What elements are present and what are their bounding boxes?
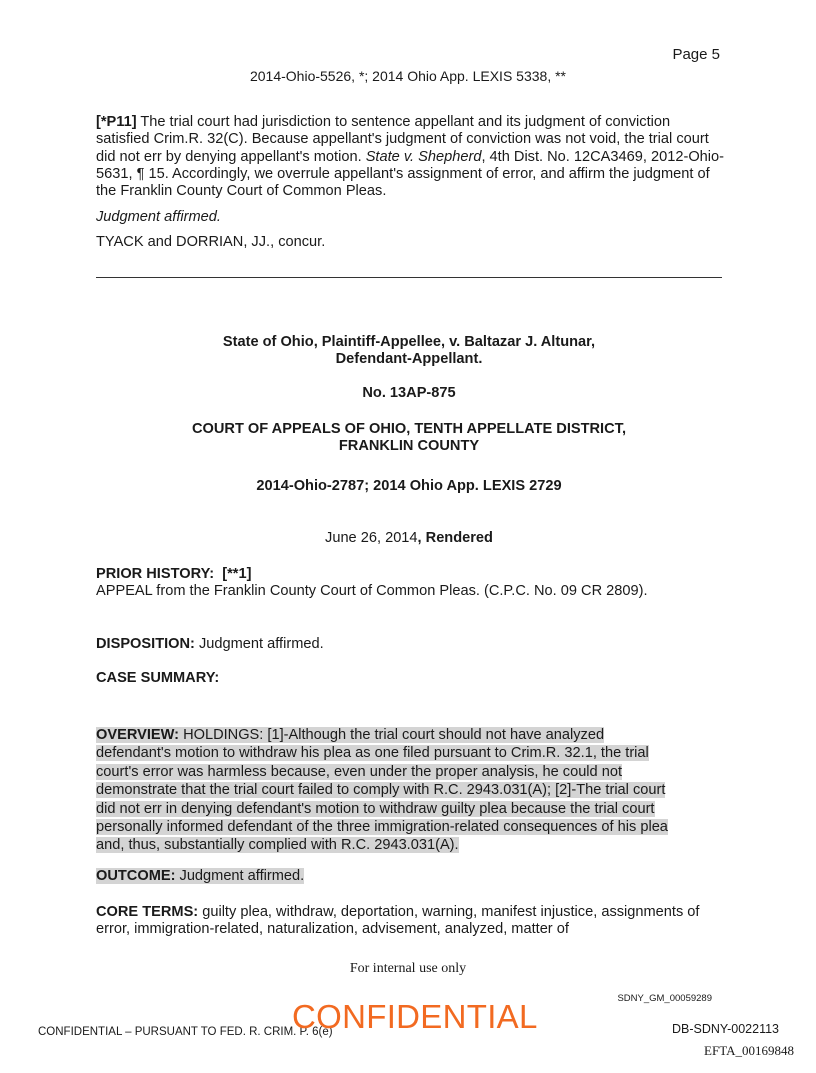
case-citation: 2014-Ohio-2787; 2014 Ohio App. LEXIS 2729 [256,478,562,494]
overview-label: OVERVIEW: [96,727,179,743]
outcome-label: OUTCOME: [96,868,176,884]
overview-line-6: personally informed defendant of the three immigration-related consequences of his plea [96,819,668,836]
running-head: 2014-Ohio-5526, *; 2014 Ohio App. LEXIS 5338, ** [249,68,566,84]
case-parties [96,334,722,368]
judgment-affirmed: Judgment affirmed. [96,209,221,225]
confidential-notice: CONFIDENTIAL – PURSUANT TO FED. R. CRIM. P. 6(e) [38,1026,333,1038]
disposition-text: Judgment affirmed. [198,636,324,652]
date-suffix: , Rendered [417,530,493,546]
overview-line-3: court's error was harmless because, even under the proper analysis, he could not [96,763,623,780]
overview-line-4: demonstrate that the trial court failed to comply with R.C. 2943.031(A); [2]-The trial court [96,782,666,799]
core-terms [96,904,726,939]
p11-text-b: , 4th Dist. No. 12CA3469, 2012-Ohio-5631, ¶ 15. Accordingly, we overrule appellant's assignment of error, and affirm the judgment of the Franklin County Court of Common Pleas. [96,148,725,200]
concur-line: TYACK and DORRIAN, JJ., concur. [96,234,326,250]
bates-number-top: SDNY_GM_00059289 [617,993,712,1004]
docket-number: No. 13AP-875 [362,385,456,401]
prior-history-text: APPEAL from the Franklin County Court of Common Pleas. (C.P.C. No. 09 CR 2809). [96,583,648,600]
decision-date [96,530,722,547]
internal-use-notice: For internal use only [349,961,467,976]
case-summary-heading: CASE SUMMARY: [96,670,220,686]
efta-number: EFTA_00169848 [704,1043,794,1058]
confidential-stamp: CONFIDENTIAL [292,998,538,1035]
p11-text-a: The trial court had jurisdiction to sentence appellant and its judgment of conviction satisfied Crim.R. 32(C). Because appellant's judgment of conviction was not void, the trial court did not err by denying appellant's motion. [96,114,709,165]
prior-history [96,566,726,601]
date-text: June 26, 2014 [325,530,418,546]
overview-line-2: defendant's motion to withdraw his plea as one filed pursuant to Crim.R. 32.1, the trial [96,745,649,762]
parties-line-2: Defendant-Appellant. [335,351,483,367]
outcome-text: Judgment affirmed. [179,868,305,884]
p11-marker: [*P11] [96,114,137,130]
page-number: Page 5 [672,46,720,63]
court-line-2: FRANKLIN COUNTY [338,438,480,454]
core-terms-label: CORE TERMS: [96,904,199,920]
disposition-label: DISPOSITION: [96,636,195,652]
overview-line-5: did not err in denying defendant's motion to withdraw guilty plea because the trial court [96,800,655,817]
section-divider [96,277,722,278]
overview-line-7: and, thus, substantially complied with R.C. 2943.031(A). [96,837,459,854]
court-name [96,421,722,455]
overview-line-1: HOLDINGS: [1]-Although the trial court should not have analyzed [183,727,605,743]
prior-history-label: PRIOR HISTORY: [96,566,215,582]
prior-history-marker: [**1] [222,566,252,582]
bates-number-right: DB-SDNY-0022113 [671,1022,779,1036]
overview-block [96,726,726,855]
outcome [96,868,726,885]
p11-citation: State v. Shepherd [365,148,482,165]
court-line-1: COURT OF APPEALS OF OHIO, TENTH APPELLATE DISTRICT, [191,421,627,437]
core-terms-text: guilty plea, withdraw, deportation, warning, manifest injustice, assignments of error, immigration-related, naturalization, advisement, analyzed, matter of [96,904,700,938]
paragraph-p11 [96,114,726,200]
parties-line-1: State of Ohio, Plaintiff-Appellee, v. Baltazar J. Altunar, [222,334,596,350]
disposition [96,636,726,653]
